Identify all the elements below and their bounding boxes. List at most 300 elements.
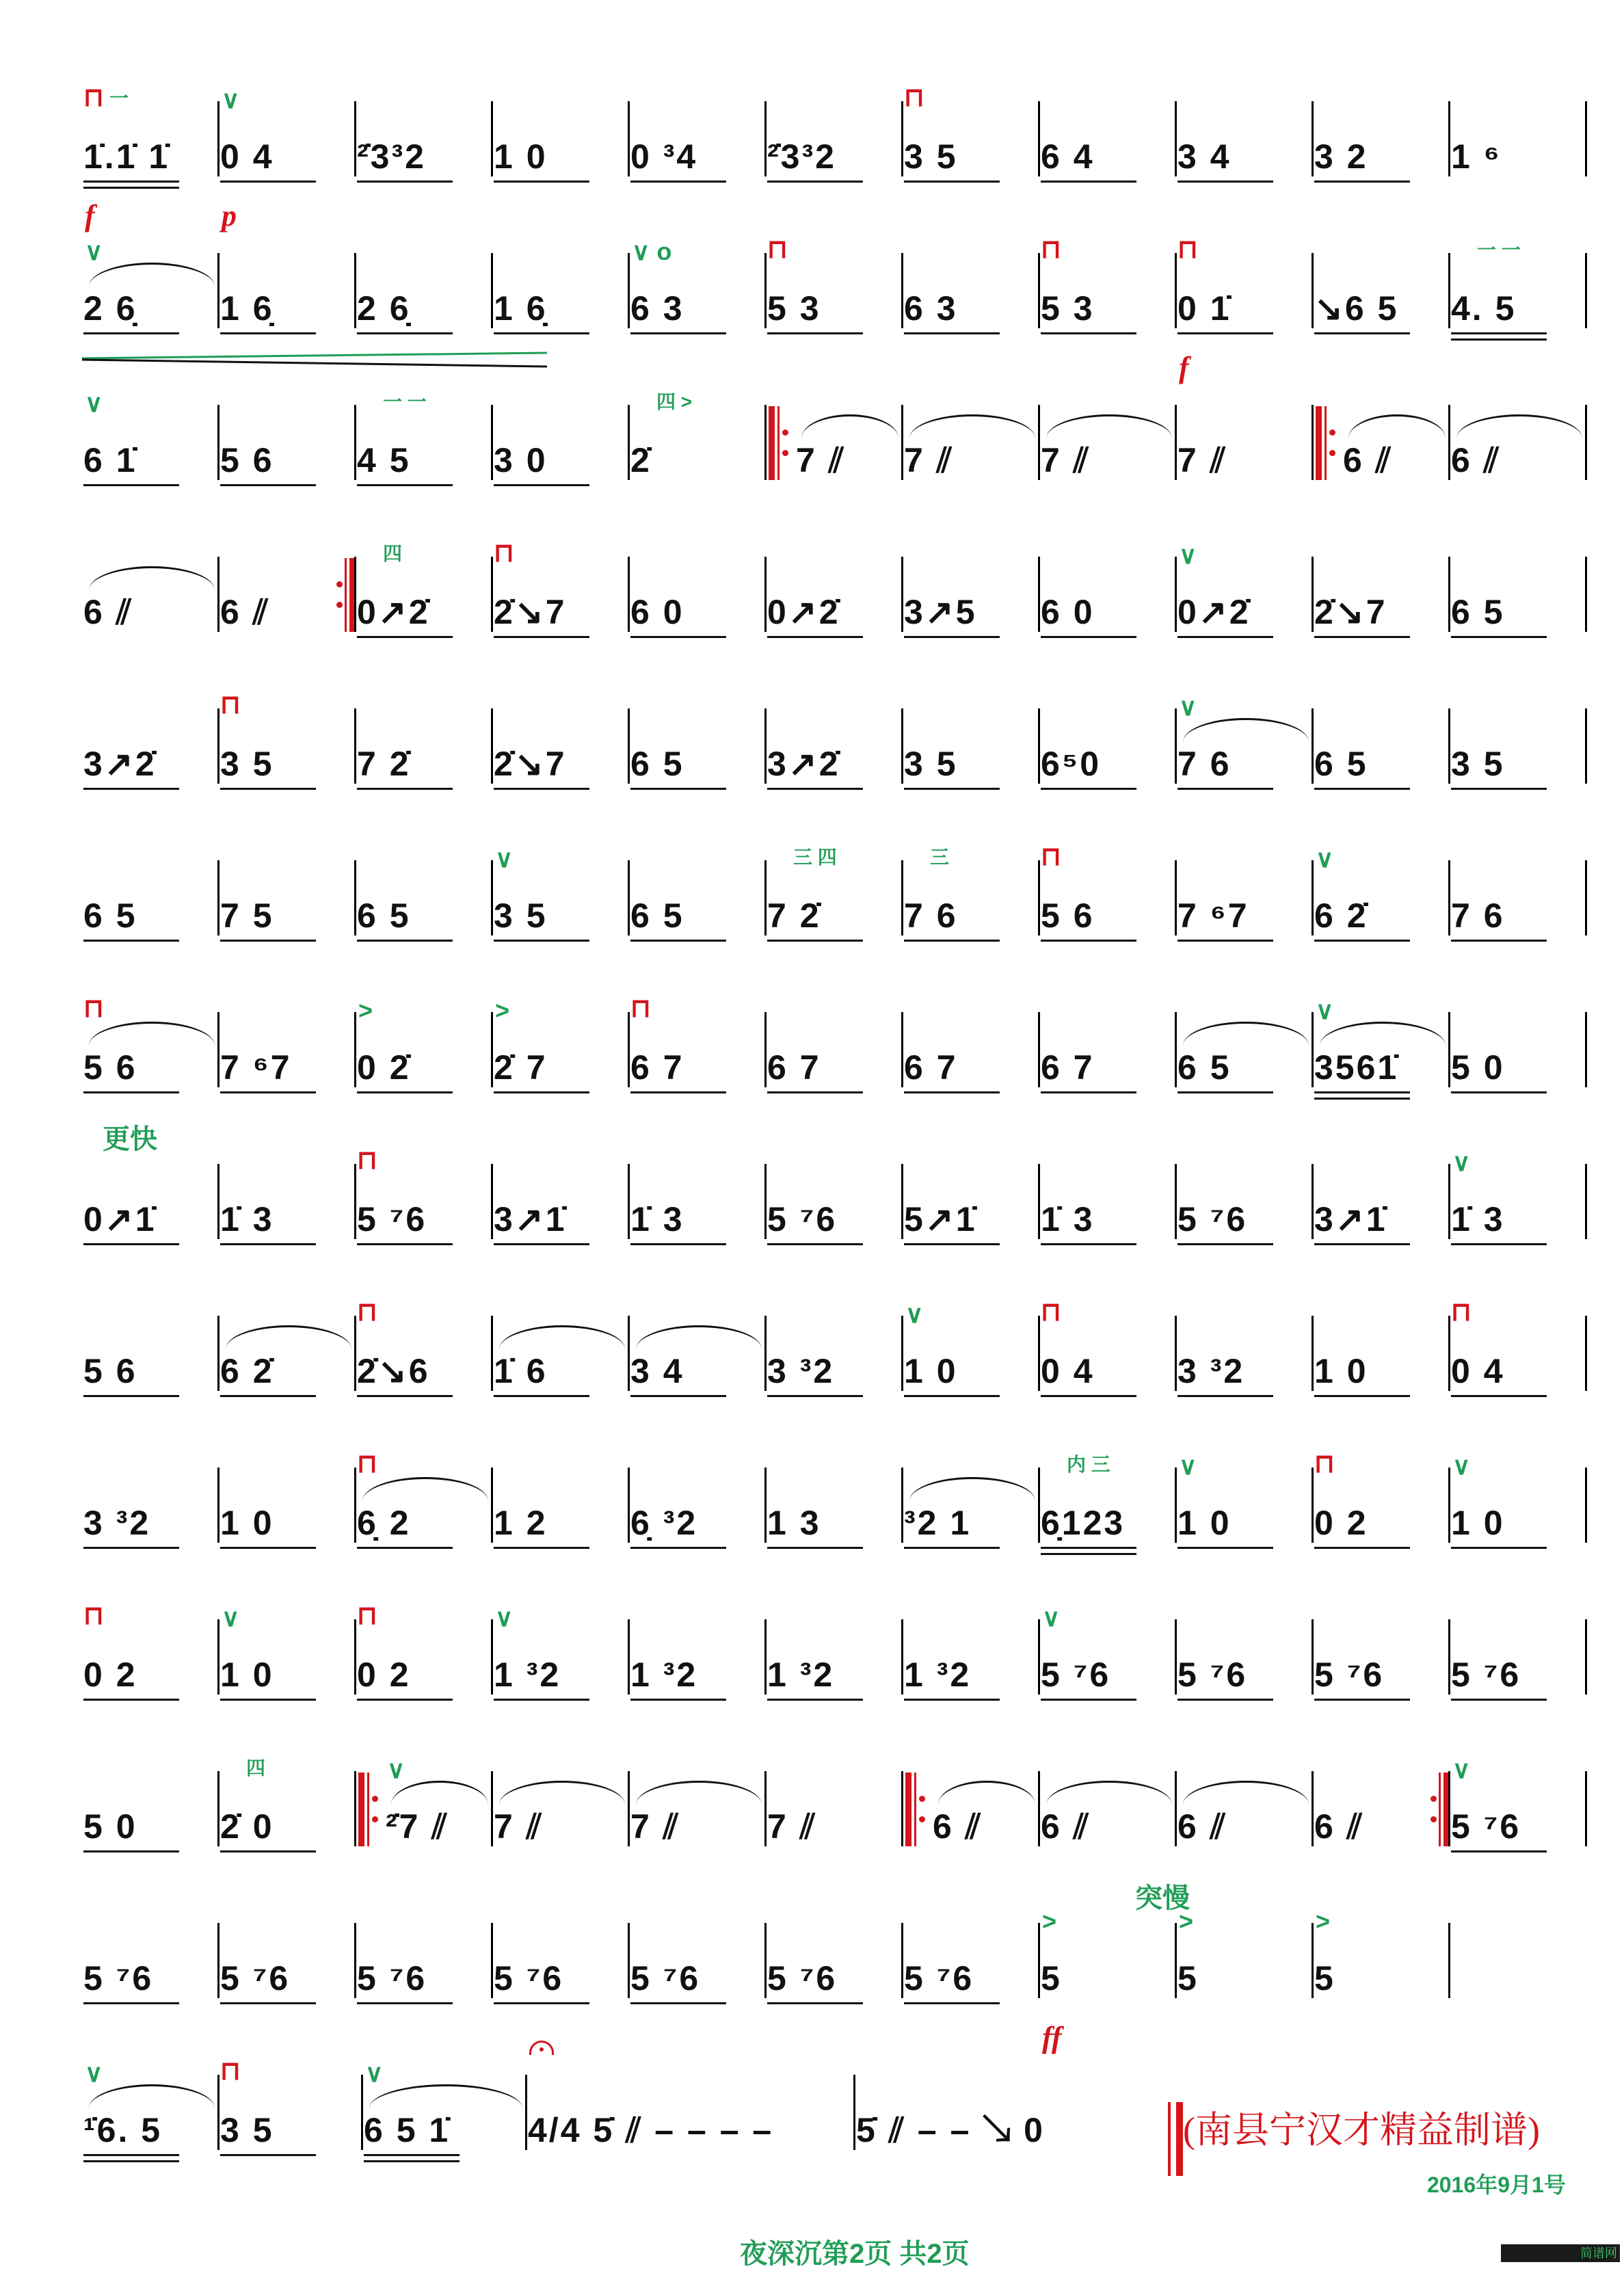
measure (903, 83, 1039, 212)
beam-line (904, 940, 1000, 942)
measure (82, 1158, 219, 1275)
beam-line (357, 1091, 453, 1093)
beam-line (83, 1091, 179, 1093)
measure (629, 1917, 766, 2034)
measure-notes: 1̇ 3 (1041, 1200, 1095, 1238)
beam-line (904, 1699, 1000, 1701)
measure-notes: 5↗1̇ (904, 1200, 977, 1238)
measure (629, 1766, 766, 1882)
tie-curve (1183, 718, 1309, 742)
score-row (82, 1124, 1586, 1310)
measure-notes: 2̇ (630, 441, 652, 479)
measure (1313, 96, 1450, 212)
beam-line (83, 181, 179, 183)
beam-line (767, 2002, 863, 2004)
measure-notes: 5 0 (1451, 1048, 1505, 1087)
measure-notes: 6 ⫽ (1177, 1807, 1227, 1846)
diminuendo-hairpin (82, 350, 561, 377)
measure (1039, 1158, 1176, 1275)
beam-line (630, 1547, 726, 1549)
score-row (82, 1602, 1586, 1766)
beam-line (1314, 788, 1410, 790)
measure-notes: 6 ⫽ (1343, 441, 1393, 479)
measure-notes: 6 7 (904, 1048, 958, 1087)
measure-notes: 6̣ ³2 (630, 1504, 698, 1542)
measure (1313, 1450, 1450, 1578)
measure-notes: 2 6̣ (83, 289, 137, 328)
measure-notes: 3↗1̇ (494, 1200, 567, 1238)
beam-line (357, 940, 453, 942)
measure (219, 551, 356, 667)
measure (766, 96, 903, 212)
beam-line (357, 1395, 453, 1397)
measure (629, 1462, 766, 1578)
score-row (82, 842, 1586, 1007)
measure-notes: 3 5 (494, 897, 548, 935)
beam-line (494, 1547, 589, 1549)
measure-notes: 1 3 (767, 1504, 821, 1542)
beam-line (1451, 1243, 1547, 1245)
measure-notes: 6̣123 (1041, 1504, 1126, 1542)
measure-notes: 6 5 (1451, 593, 1505, 631)
beam-line (220, 1243, 316, 1245)
measure (82, 1766, 219, 1882)
beam-line (767, 181, 863, 183)
measure (362, 2059, 527, 2186)
measure (492, 248, 629, 364)
measure-notes: 7 ⫽ (630, 1807, 680, 1846)
measure-notes: 1 6̣ (220, 289, 274, 328)
measure-notes: 1 0 (1177, 1504, 1232, 1542)
beam-line (357, 181, 453, 183)
measure (82, 389, 219, 516)
down-bow-icon: ⊓ (1041, 235, 1061, 264)
beam-line (1041, 1553, 1136, 1555)
measure-notes: 3 5 (220, 2111, 274, 2149)
measure (1450, 1755, 1586, 1882)
measure (903, 551, 1039, 667)
beam-line (357, 636, 453, 638)
tie-curve (89, 263, 215, 287)
measure (356, 855, 492, 971)
measure (219, 855, 356, 971)
measure-notes: 5 3 (1041, 289, 1095, 328)
measure-notes: 5 ⁷6 (83, 1959, 154, 1997)
beam-line (83, 2002, 179, 2004)
down-bow-icon: ⊓ (1451, 1298, 1472, 1327)
measure (1039, 1907, 1176, 2054)
measure-notes: 6 4 (1041, 137, 1095, 176)
down-bow-icon: ⊓ (357, 1602, 377, 1630)
measure (1450, 1614, 1586, 1730)
beam-line (1177, 181, 1273, 183)
beam-line (357, 1699, 453, 1701)
measure (219, 2057, 362, 2186)
beam-line (630, 1395, 726, 1397)
beam-line (1314, 1091, 1410, 1093)
measure-notes: 5 ⁷6 (357, 1959, 427, 1997)
beam-line (1314, 1699, 1410, 1701)
measure-notes: 6 ⫽ (1451, 441, 1501, 479)
measure-notes: 6 1̇ (83, 441, 137, 479)
measure-notes: 5 ⁷6 (1177, 1200, 1248, 1238)
beam-line (220, 332, 316, 334)
score-row (82, 83, 1586, 248)
beam-line (494, 940, 589, 942)
measure-notes: ³2 1 (904, 1504, 972, 1542)
measure (82, 1602, 219, 1730)
beam-line (1451, 1547, 1547, 1549)
tie-curve (909, 414, 1035, 438)
measure-notes: 6 5 (630, 897, 684, 935)
measure-notes: 2̇↘6 (357, 1352, 430, 1390)
measure-notes: 3 5 (1451, 745, 1505, 783)
measure (1039, 235, 1176, 364)
fingering-mark: 内 三 (1067, 1454, 1110, 1475)
measure-notes: 3561̇ (1314, 1048, 1399, 1087)
measure-notes: 1 ³2 (767, 1656, 835, 1694)
measure-notes: 7 2̇ (767, 897, 821, 935)
beam-line (1041, 1699, 1136, 1701)
beam-line (1041, 332, 1136, 334)
measure (629, 237, 766, 364)
tie-curve (89, 566, 215, 590)
beam-line (494, 1091, 589, 1093)
measure-notes: 7 ⫽ (767, 1807, 817, 1846)
measure (492, 96, 629, 212)
beam-line (630, 636, 726, 638)
fingering-mark: 四 (383, 543, 403, 564)
measure-notes: 3↗2̇ (83, 745, 157, 783)
fingering-mark: 三 四 (793, 847, 837, 868)
score-row (82, 691, 1586, 855)
score-date: 2016年9月1号 (1427, 2173, 1566, 2197)
dynamic-mark: f (85, 199, 95, 233)
beam-line (1041, 181, 1136, 183)
beam-line (1177, 636, 1273, 638)
measure-notes: 6 ⫽ (1041, 1807, 1091, 1846)
measure (766, 703, 903, 819)
measure (1176, 1007, 1313, 1123)
measure (492, 539, 629, 667)
measure (219, 1462, 356, 1578)
measure (629, 994, 766, 1123)
beam-line (83, 1395, 179, 1397)
breath-mark-icon: ∨ (1316, 996, 1334, 1024)
measure (82, 1917, 219, 2034)
beam-line (364, 2160, 460, 2162)
measure-notes: 1 ³2 (494, 1656, 561, 1694)
measure-notes: 2̇↘7 (494, 745, 567, 783)
tie-curve (801, 414, 898, 438)
tie-curve (938, 1781, 1035, 1805)
measure-notes: 5 (1314, 1959, 1335, 1997)
beam-line (494, 332, 589, 334)
measure-notes: 7 5 (220, 897, 274, 935)
beam-line (494, 2002, 589, 2004)
dynamic-mark: ff (1042, 2021, 1062, 2054)
page-footer: 夜深沉第2页 共2页 (740, 2239, 970, 2269)
measure (1039, 1604, 1176, 1730)
measure (766, 551, 903, 667)
score-row (82, 994, 1586, 1158)
measure (1313, 845, 1450, 971)
measure (492, 1766, 629, 1882)
tie-curve (1348, 414, 1446, 438)
measure-notes: 5 6 (83, 1048, 137, 1087)
tie-curve (1183, 1781, 1309, 1805)
beam-line (1177, 332, 1273, 334)
measure (1039, 1298, 1176, 1426)
measure-notes: 7 ⫽ (796, 441, 846, 479)
measure (903, 1300, 1039, 1426)
score-credit: (南县宁汉才精益制谱) (1183, 2110, 1540, 2151)
down-bow-icon: ⊓ (1041, 842, 1061, 871)
beam-line (357, 1547, 453, 1549)
measure (1450, 1452, 1586, 1578)
beam-line (1314, 181, 1410, 183)
measure-notes: 5 6 (220, 441, 274, 479)
beam-line (904, 1547, 1000, 1549)
tie-curve (369, 2084, 522, 2108)
beam-line (1177, 940, 1273, 942)
beam-line (357, 484, 453, 486)
measure (629, 551, 766, 667)
measure-notes: 5 (1041, 1959, 1062, 1997)
barline (1448, 1923, 1450, 1998)
measure-notes: 2̇↘7 (1314, 593, 1387, 631)
breath-mark-icon: ∨ (1179, 693, 1197, 721)
measure (855, 2069, 1128, 2186)
measure (903, 248, 1039, 364)
dynamic-mark: p (222, 199, 237, 233)
beam-line (1451, 1850, 1547, 1852)
measure-notes: 1̇ 3 (630, 1200, 684, 1238)
measure (356, 248, 492, 364)
measure-notes: 4 5 (357, 441, 411, 479)
measure (766, 1766, 903, 1882)
measure-notes: 3 ³2 (1177, 1352, 1245, 1390)
measure-notes: 0↗2̇ (357, 593, 430, 631)
beam-line (1451, 1699, 1547, 1701)
measure-notes: 5 ⁷6 (1041, 1656, 1111, 1694)
measure-notes: 0 2̇ (357, 1048, 411, 1087)
beam-line (1314, 1243, 1410, 1245)
measure (766, 1310, 903, 1426)
breath-mark-icon: ∨ (1316, 845, 1334, 873)
beam-line (1314, 940, 1410, 942)
measure-notes: 0 1̇ (1177, 289, 1232, 328)
measure (1176, 96, 1313, 212)
barline (1585, 557, 1587, 632)
breath-mark-icon: ∨ (1452, 1452, 1471, 1480)
beam-line (767, 788, 863, 790)
measure (1313, 1158, 1450, 1275)
measure (219, 248, 356, 364)
beam-line (1314, 636, 1410, 638)
down-bow-icon: ⊓ (220, 691, 241, 719)
beam-line (630, 940, 726, 942)
measure-notes: 6 5 (1177, 1048, 1232, 1087)
measure-notes: 5 ⁷6 (767, 1959, 838, 1997)
measure-notes: 0↗2̇ (767, 593, 840, 631)
measure (82, 994, 219, 1123)
fingering-mark: 三 (930, 847, 950, 868)
tie-curve (391, 1781, 488, 1805)
measure (356, 96, 492, 212)
measure-notes: 3↗2̇ (767, 745, 840, 783)
measure (1039, 399, 1176, 516)
beam-line (1451, 940, 1547, 942)
measure-notes: 1 0 (220, 1504, 274, 1542)
measure-notes: 6 5 1̇ (364, 2111, 451, 2149)
measure-notes: 1 ³2 (630, 1656, 698, 1694)
tie-curve (1456, 414, 1582, 438)
beam-line (904, 788, 1000, 790)
measure (903, 1917, 1039, 2034)
tie-curve (909, 1477, 1035, 1501)
measure-notes: 3 5 (904, 745, 958, 783)
measure-notes: 5 0 (83, 1807, 137, 1846)
beam-line (630, 788, 726, 790)
beam-line (83, 1850, 179, 1852)
measure-notes: 5 ⁷6 (1451, 1656, 1521, 1694)
beam-line (494, 484, 589, 486)
measure-notes: 0 4 (1451, 1352, 1505, 1390)
measure (1039, 703, 1176, 819)
breath-mark-icon: ∨ (85, 389, 103, 417)
breath-mark-icon: ∨ (222, 85, 240, 114)
beam-line (1041, 636, 1136, 638)
measure-notes: 1̇ 3 (220, 1200, 274, 1238)
down-bow-icon: ⊓ (83, 994, 104, 1023)
measure (1313, 1614, 1450, 1730)
beam-line (220, 1699, 316, 1701)
fingering-mark: 一 (109, 88, 129, 109)
measure (903, 1766, 1039, 1882)
breath-mark-icon: ∨ (495, 845, 514, 873)
measure-notes: 3↗1̇ (1314, 1200, 1387, 1238)
measure-notes: 6 7 (1041, 1048, 1095, 1087)
fingering-mark: 四 (246, 1757, 266, 1779)
measure (1176, 399, 1313, 516)
measure (356, 703, 492, 819)
beam-line (494, 1395, 589, 1397)
tie-curve (636, 1781, 762, 1805)
measure-notes: 6⁵0 (1041, 745, 1102, 783)
beam-line (767, 1699, 863, 1701)
tie-curve (89, 2084, 215, 2108)
repeat-end-barline (336, 558, 354, 632)
beam-line (494, 636, 589, 638)
beam-line (1041, 940, 1136, 942)
measure (219, 1757, 356, 1882)
beam-line (83, 187, 179, 189)
beam-line (83, 2160, 179, 2162)
tie-curve (499, 1781, 625, 1805)
measure (356, 1450, 492, 1578)
beam-line (1314, 332, 1410, 334)
measure (492, 845, 629, 971)
beam-line (630, 1243, 726, 1245)
beam-line (1177, 1547, 1273, 1549)
measure (82, 1462, 219, 1578)
measure (1039, 1007, 1176, 1123)
score-row (82, 235, 1586, 399)
measure-notes: 5 ⁷6 (1177, 1656, 1248, 1694)
measure-notes: 6 ⫽ (1314, 1807, 1364, 1846)
measure (1039, 1454, 1176, 1578)
measure (629, 391, 766, 516)
measure (1176, 235, 1313, 384)
measure (1176, 1766, 1313, 1882)
beam-line (220, 1091, 316, 1093)
measure (766, 847, 903, 971)
beam-line (83, 1547, 179, 1549)
measure (629, 855, 766, 971)
measure-notes: 3 4 (630, 1352, 684, 1390)
measure (903, 847, 1039, 971)
measure (82, 855, 219, 971)
tie-curve (89, 1022, 215, 1046)
measure (492, 703, 629, 819)
measure-notes: 5 ⁷6 (357, 1200, 427, 1238)
measure (82, 1310, 219, 1426)
measure-notes: 2̇ 7 (494, 1048, 548, 1087)
beam-line (1041, 1243, 1136, 1245)
measure (356, 391, 492, 516)
beam-line (1177, 788, 1273, 790)
beam-line (1177, 1091, 1273, 1093)
measure-notes: 0 2 (83, 1656, 137, 1694)
score-row (82, 1883, 1586, 2069)
measure (219, 1007, 356, 1123)
measure-notes: 1̇.1̇ 1̇ (83, 137, 170, 176)
score-row (82, 1298, 1586, 1462)
beam-line (767, 636, 863, 638)
measure-notes: 1 0 (494, 137, 548, 176)
measure (492, 1310, 629, 1426)
measure-notes: 6 ⫽ (933, 1807, 983, 1846)
repeat-end-barline (1430, 1772, 1448, 1846)
measure (1039, 1766, 1176, 1882)
measure (1039, 842, 1176, 971)
measure-notes: 0 ³4 (630, 137, 698, 176)
breath-mark-icon: ∨ (365, 2059, 384, 2087)
measure (219, 691, 356, 819)
measure (1313, 399, 1450, 516)
beam-line (630, 181, 726, 183)
measure (356, 1298, 492, 1426)
measure (1176, 1158, 1313, 1275)
measure (492, 1604, 629, 1730)
measure (356, 1602, 492, 1730)
beam-line (1041, 788, 1136, 790)
measure-notes: 5 ⁷6 (1314, 1656, 1385, 1694)
measure (766, 399, 903, 516)
measure (1313, 1907, 1450, 2034)
tie-curve (226, 1325, 351, 1349)
measure (356, 1755, 492, 1882)
measure (1313, 1310, 1450, 1426)
measure-notes: 3 0 (494, 441, 548, 479)
down-bow-icon: ⊓ (1314, 1450, 1335, 1478)
barline (1585, 1164, 1587, 1239)
score-row (82, 1450, 1586, 1614)
repeat-start-barline (358, 1772, 376, 1846)
measure (903, 1158, 1039, 1275)
measure (1313, 1766, 1450, 1882)
